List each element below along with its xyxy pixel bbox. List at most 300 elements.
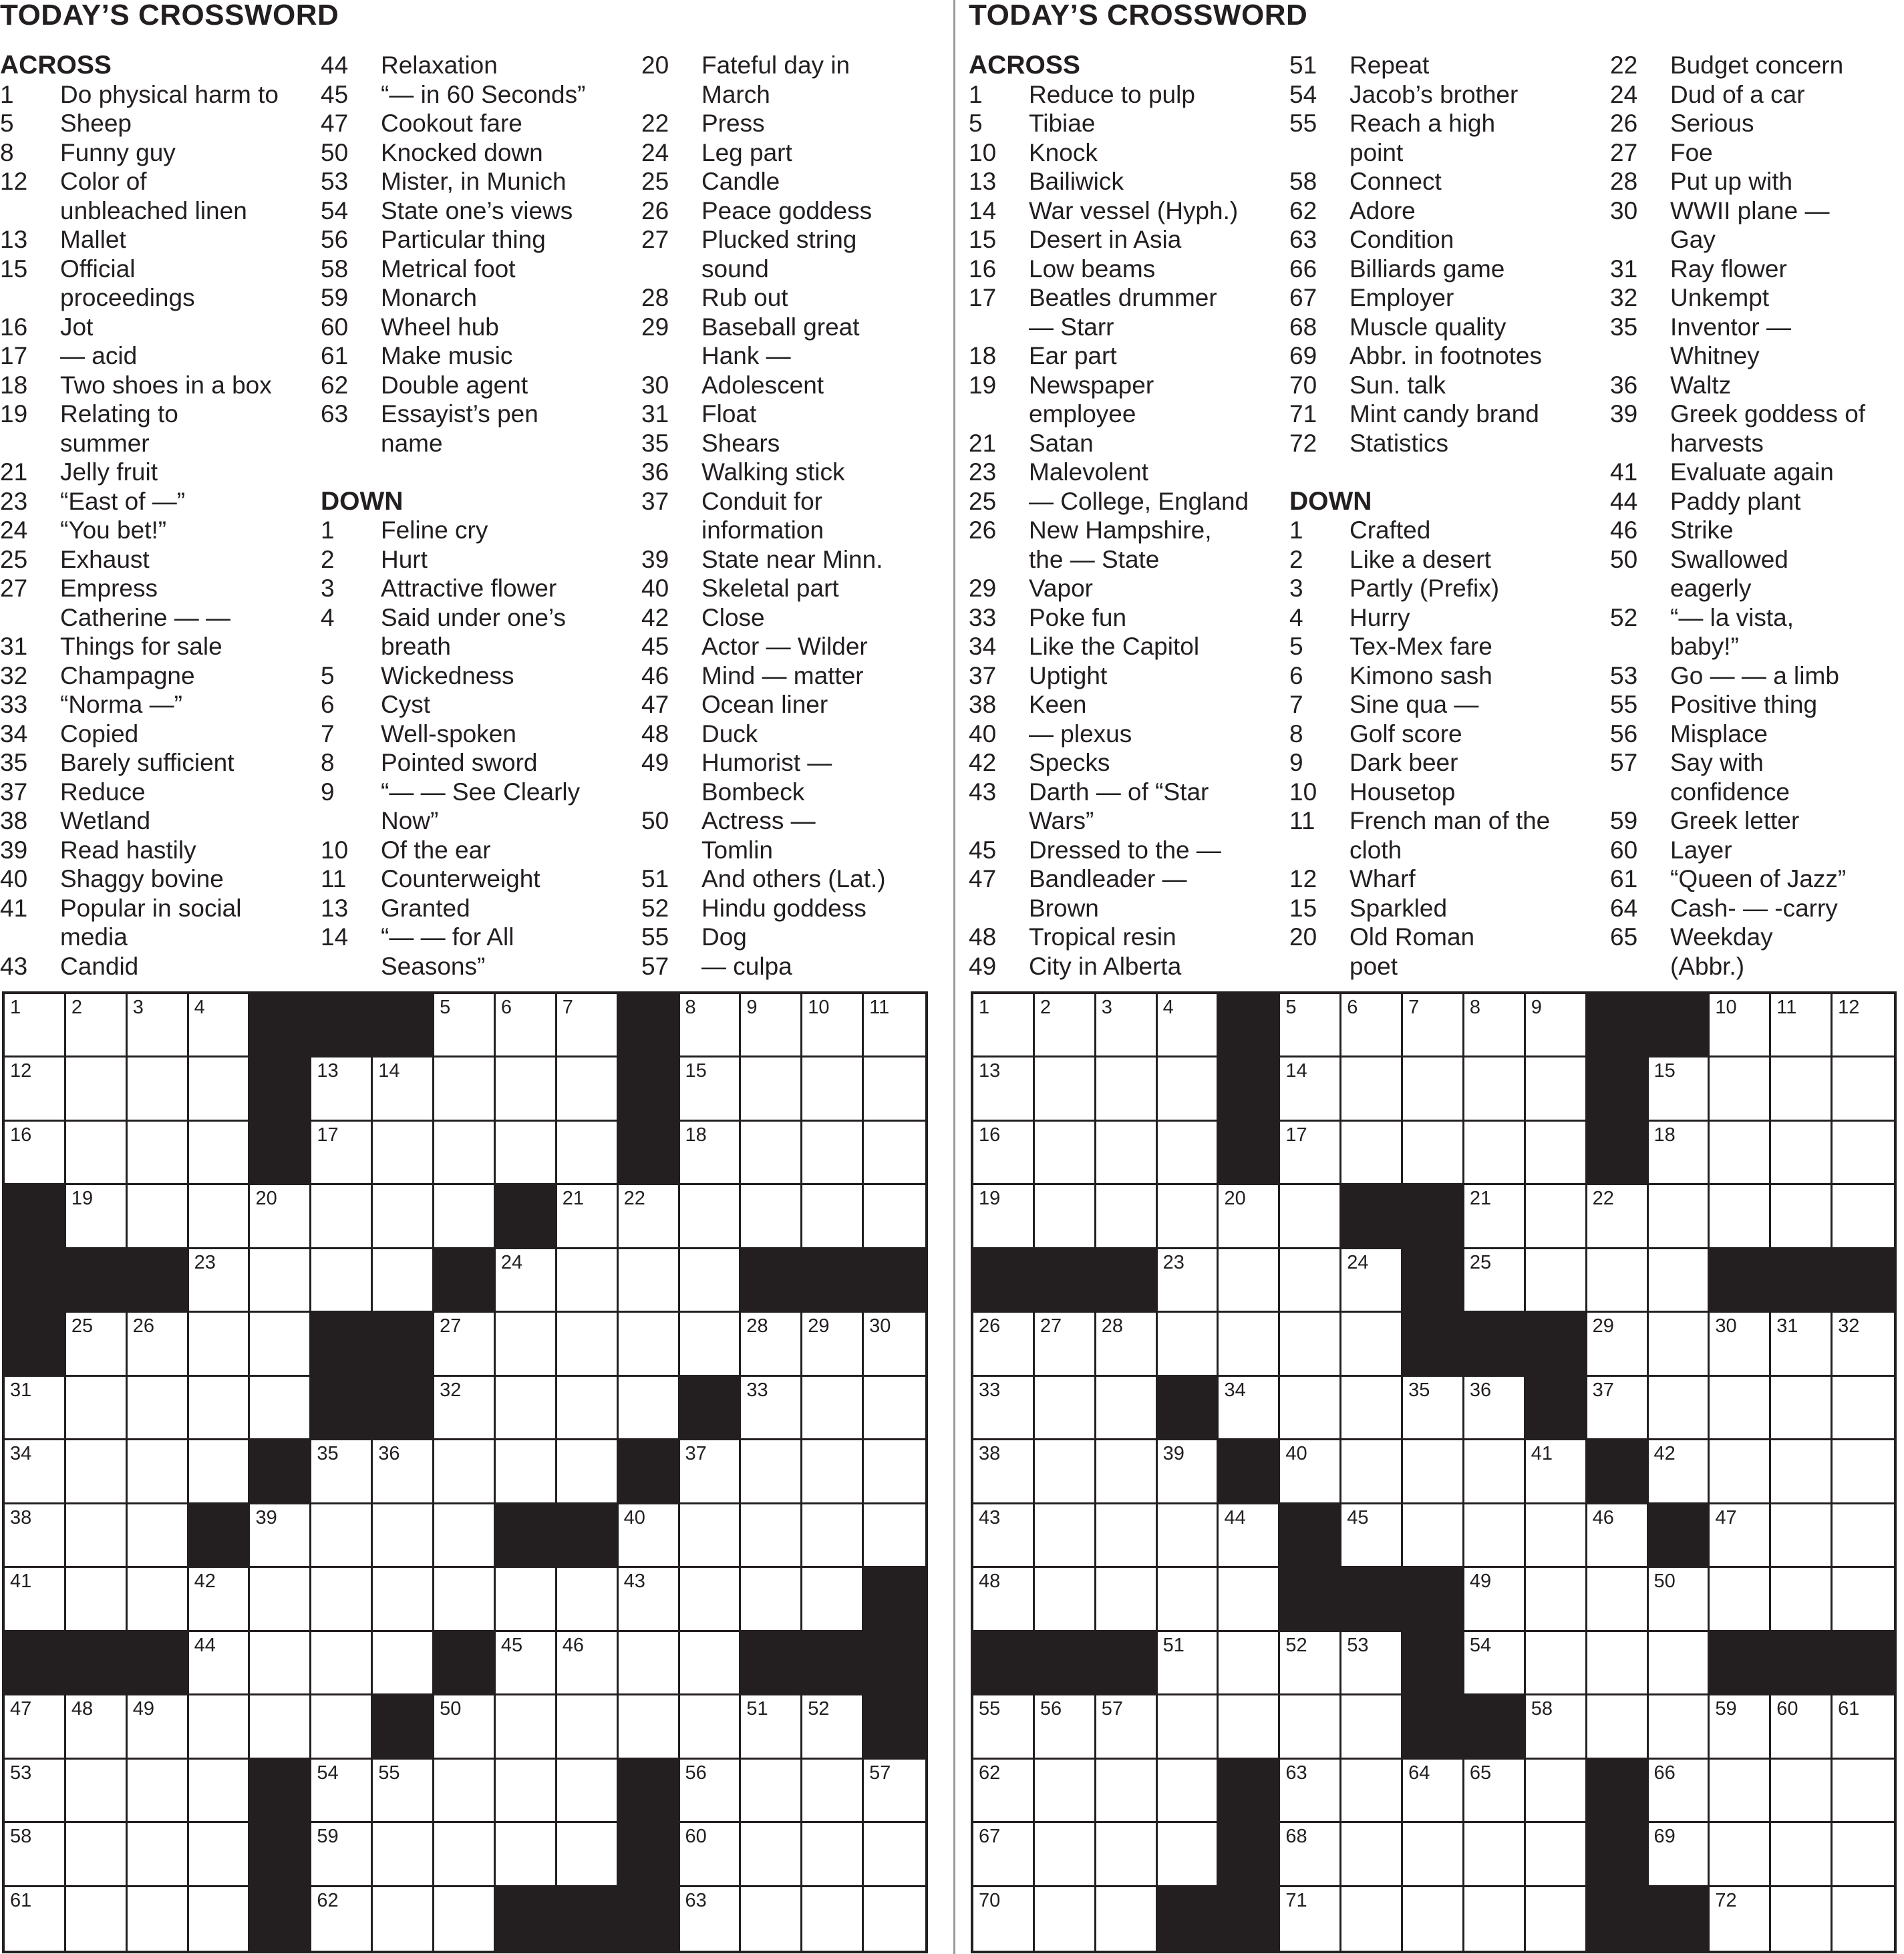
grid-cell[interactable]: [680, 1695, 742, 1759]
grid-cell[interactable]: [1710, 1122, 1771, 1185]
grid-cell[interactable]: [311, 1249, 373, 1313]
grid-cell[interactable]: [973, 1440, 1035, 1504]
grid-cell[interactable]: [1035, 1377, 1096, 1440]
grid-cell[interactable]: [1158, 1823, 1219, 1887]
grid-cell[interactable]: [619, 1504, 680, 1568]
grid-cell[interactable]: [1219, 1185, 1280, 1249]
grid-cell[interactable]: [250, 1568, 311, 1631]
grid-cell[interactable]: [189, 1249, 251, 1313]
grid-cell[interactable]: [864, 1377, 925, 1440]
grid-cell[interactable]: [373, 1632, 434, 1695]
grid-cell[interactable]: [128, 1185, 189, 1249]
grid-cell[interactable]: [373, 1057, 434, 1121]
grid-cell[interactable]: [1710, 994, 1771, 1057]
grid-cell[interactable]: [1833, 1760, 1894, 1823]
grid-cell[interactable]: [680, 1887, 742, 1951]
grid-cell[interactable]: [741, 1185, 802, 1249]
grid-cell[interactable]: [1833, 1568, 1894, 1631]
grid-cell[interactable]: [66, 1760, 128, 1823]
grid-cell[interactable]: [557, 1760, 619, 1823]
grid-cell[interactable]: [5, 1504, 66, 1568]
grid-cell[interactable]: [311, 1057, 373, 1121]
grid-cell[interactable]: [1035, 1760, 1096, 1823]
grid-cell[interactable]: [1710, 1568, 1771, 1631]
grid-cell[interactable]: [189, 1695, 251, 1759]
grid-cell[interactable]: [1587, 1377, 1649, 1440]
grid-cell[interactable]: [1649, 1185, 1710, 1249]
grid-cell[interactable]: [1771, 1823, 1833, 1887]
grid-cell[interactable]: [496, 1440, 557, 1504]
grid-cell[interactable]: [1464, 1249, 1526, 1313]
grid-cell[interactable]: [1464, 1057, 1526, 1121]
grid-cell[interactable]: [1341, 1695, 1403, 1759]
grid-cell[interactable]: [1587, 1313, 1649, 1376]
grid-cell[interactable]: [1096, 1695, 1158, 1759]
grid-cell[interactable]: [66, 1887, 128, 1951]
grid-cell[interactable]: [557, 1249, 619, 1313]
grid-cell[interactable]: [1710, 1760, 1771, 1823]
grid-cell[interactable]: [619, 1313, 680, 1376]
grid-cell[interactable]: [1771, 1760, 1833, 1823]
grid-cell[interactable]: [128, 1887, 189, 1951]
grid-cell[interactable]: [1464, 1823, 1526, 1887]
grid-cell[interactable]: [496, 1632, 557, 1695]
grid-cell[interactable]: [128, 1695, 189, 1759]
grid-cell[interactable]: [1280, 1823, 1341, 1887]
grid-cell[interactable]: [1771, 1122, 1833, 1185]
grid-cell[interactable]: [802, 1823, 864, 1887]
grid-cell[interactable]: [1587, 1695, 1649, 1759]
grid-cell[interactable]: [1526, 1504, 1587, 1568]
grid-cell[interactable]: [1526, 1122, 1587, 1185]
grid-cell[interactable]: [5, 1568, 66, 1631]
grid-cell[interactable]: [1771, 1185, 1833, 1249]
grid-cell[interactable]: [680, 1057, 742, 1121]
grid-cell[interactable]: [741, 1122, 802, 1185]
grid-cell[interactable]: [1403, 1122, 1464, 1185]
grid-cell[interactable]: [1649, 1313, 1710, 1376]
grid-cell[interactable]: [1219, 1695, 1280, 1759]
grid-cell[interactable]: [741, 1823, 802, 1887]
grid-cell[interactable]: [1341, 1823, 1403, 1887]
grid-cell[interactable]: [189, 1377, 251, 1440]
grid-cell[interactable]: [1587, 1249, 1649, 1313]
grid-cell[interactable]: [864, 1122, 925, 1185]
grid-cell[interactable]: [1219, 1632, 1280, 1695]
grid-cell[interactable]: [1587, 1632, 1649, 1695]
grid-cell[interactable]: [496, 1760, 557, 1823]
grid-cell[interactable]: [1771, 1887, 1833, 1951]
grid-cell[interactable]: [128, 1122, 189, 1185]
grid-cell[interactable]: [1158, 1695, 1219, 1759]
grid-cell[interactable]: [1833, 1695, 1894, 1759]
grid-cell[interactable]: [1464, 1568, 1526, 1631]
grid-cell[interactable]: [128, 1504, 189, 1568]
grid-cell[interactable]: [802, 1185, 864, 1249]
grid-cell[interactable]: [1158, 1632, 1219, 1695]
grid-cell[interactable]: [1649, 1249, 1710, 1313]
grid-cell[interactable]: [1649, 1057, 1710, 1121]
grid-cell[interactable]: [1587, 1504, 1649, 1568]
grid-cell[interactable]: [1341, 1504, 1403, 1568]
grid-cell[interactable]: [1219, 1568, 1280, 1631]
grid-cell[interactable]: [1158, 994, 1219, 1057]
grid-cell[interactable]: [1280, 1057, 1341, 1121]
grid-cell[interactable]: [250, 1185, 311, 1249]
grid-cell[interactable]: [1710, 1185, 1771, 1249]
grid-cell[interactable]: [1464, 1185, 1526, 1249]
grid-cell[interactable]: [1280, 1185, 1341, 1249]
grid-cell[interactable]: [557, 994, 619, 1057]
grid-cell[interactable]: [1710, 1057, 1771, 1121]
grid-cell[interactable]: [1464, 1377, 1526, 1440]
grid-cell[interactable]: [741, 994, 802, 1057]
grid-cell[interactable]: [741, 1695, 802, 1759]
grid-cell[interactable]: [5, 1823, 66, 1887]
grid-cell[interactable]: [802, 1887, 864, 1951]
grid-cell[interactable]: [619, 1185, 680, 1249]
grid-cell[interactable]: [434, 1440, 496, 1504]
grid-cell[interactable]: [557, 1440, 619, 1504]
grid-cell[interactable]: [973, 1122, 1035, 1185]
grid-cell[interactable]: [311, 1568, 373, 1631]
grid-cell[interactable]: [973, 1695, 1035, 1759]
grid-cell[interactable]: [1526, 1760, 1587, 1823]
grid-cell[interactable]: [741, 1377, 802, 1440]
grid-cell[interactable]: [189, 1632, 251, 1695]
grid-cell[interactable]: [1219, 1377, 1280, 1440]
grid-cell[interactable]: [128, 1313, 189, 1376]
grid-cell[interactable]: [373, 1185, 434, 1249]
grid-cell[interactable]: [66, 1377, 128, 1440]
grid-cell[interactable]: [189, 1057, 251, 1121]
grid-cell[interactable]: [1280, 1377, 1341, 1440]
grid-cell[interactable]: [189, 1823, 251, 1887]
grid-cell[interactable]: [1035, 994, 1096, 1057]
grid-cell[interactable]: [557, 1057, 619, 1121]
grid-cell[interactable]: [1710, 1695, 1771, 1759]
grid-cell[interactable]: [128, 994, 189, 1057]
grid-cell[interactable]: [5, 1440, 66, 1504]
grid-cell[interactable]: [1771, 1568, 1833, 1631]
grid-cell[interactable]: [1403, 1760, 1464, 1823]
grid-cell[interactable]: [5, 1057, 66, 1121]
grid-cell[interactable]: [1035, 1695, 1096, 1759]
grid-cell[interactable]: [66, 1823, 128, 1887]
grid-cell[interactable]: [1526, 1823, 1587, 1887]
grid-cell[interactable]: [1158, 1185, 1219, 1249]
grid-cell[interactable]: [802, 1122, 864, 1185]
grid-cell[interactable]: [680, 1122, 742, 1185]
grid-cell[interactable]: [864, 994, 925, 1057]
grid-cell[interactable]: [1035, 1440, 1096, 1504]
grid-cell[interactable]: [1464, 1504, 1526, 1568]
grid-cell[interactable]: [802, 1440, 864, 1504]
grid-cell[interactable]: [434, 1760, 496, 1823]
grid-cell[interactable]: [1403, 1377, 1464, 1440]
grid-cell[interactable]: [973, 1823, 1035, 1887]
grid-cell[interactable]: [1096, 1504, 1158, 1568]
grid-cell[interactable]: [434, 1823, 496, 1887]
grid-cell[interactable]: [1035, 1122, 1096, 1185]
grid-cell[interactable]: [1403, 1057, 1464, 1121]
grid-cell[interactable]: [1280, 1887, 1341, 1951]
grid-cell[interactable]: [189, 1760, 251, 1823]
grid-cell[interactable]: [741, 1887, 802, 1951]
grid-cell[interactable]: [1096, 1313, 1158, 1376]
grid-cell[interactable]: [1280, 1695, 1341, 1759]
grid-cell[interactable]: [1035, 1313, 1096, 1376]
grid-cell[interactable]: [1649, 1760, 1710, 1823]
grid-cell[interactable]: [1035, 1568, 1096, 1631]
grid-cell[interactable]: [1096, 1377, 1158, 1440]
grid-cell[interactable]: [496, 1568, 557, 1631]
grid-cell[interactable]: [66, 1122, 128, 1185]
grid-cell[interactable]: [1341, 1760, 1403, 1823]
grid-cell[interactable]: [557, 1185, 619, 1249]
grid-cell[interactable]: [373, 1568, 434, 1631]
grid-cell[interactable]: [250, 1377, 311, 1440]
grid-cell[interactable]: [311, 1122, 373, 1185]
grid-cell[interactable]: [680, 1760, 742, 1823]
grid-cell[interactable]: [1035, 1185, 1096, 1249]
grid-cell[interactable]: [1341, 1632, 1403, 1695]
grid-cell[interactable]: [1526, 1249, 1587, 1313]
grid-cell[interactable]: [1403, 1823, 1464, 1887]
grid-cell[interactable]: [66, 994, 128, 1057]
grid-cell[interactable]: [1526, 1632, 1587, 1695]
grid-cell[interactable]: [1526, 994, 1587, 1057]
grid-cell[interactable]: [496, 1057, 557, 1121]
grid-cell[interactable]: [1158, 1057, 1219, 1121]
grid-cell[interactable]: [1219, 1313, 1280, 1376]
grid-cell[interactable]: [1280, 1249, 1341, 1313]
grid-cell[interactable]: [311, 1887, 373, 1951]
grid-cell[interactable]: [802, 1313, 864, 1376]
grid-cell[interactable]: [802, 1760, 864, 1823]
grid-cell[interactable]: [619, 1568, 680, 1631]
grid-cell[interactable]: [802, 1377, 864, 1440]
grid-cell[interactable]: [189, 1122, 251, 1185]
grid-cell[interactable]: [802, 1568, 864, 1631]
grid-cell[interactable]: [434, 1695, 496, 1759]
grid-cell[interactable]: [619, 1632, 680, 1695]
grid-cell[interactable]: [128, 1568, 189, 1631]
grid-cell[interactable]: [1833, 1122, 1894, 1185]
grid-cell[interactable]: [1526, 1440, 1587, 1504]
grid-cell[interactable]: [1464, 1632, 1526, 1695]
grid-cell[interactable]: [864, 1823, 925, 1887]
grid-cell[interactable]: [1341, 1122, 1403, 1185]
grid-cell[interactable]: [1710, 1887, 1771, 1951]
grid-cell[interactable]: [680, 1632, 742, 1695]
grid-cell[interactable]: [434, 1568, 496, 1631]
grid-cell[interactable]: [1096, 1823, 1158, 1887]
grid-cell[interactable]: [1280, 1440, 1341, 1504]
grid-cell[interactable]: [864, 1440, 925, 1504]
grid-cell[interactable]: [1096, 1440, 1158, 1504]
grid-cell[interactable]: [1280, 1122, 1341, 1185]
grid-cell[interactable]: [66, 1440, 128, 1504]
grid-cell[interactable]: [373, 1440, 434, 1504]
grid-cell[interactable]: [1710, 1313, 1771, 1376]
grid-cell[interactable]: [973, 1887, 1035, 1951]
grid-cell[interactable]: [1649, 1632, 1710, 1695]
grid-cell[interactable]: [557, 1823, 619, 1887]
grid-cell[interactable]: [973, 1504, 1035, 1568]
grid-cell[interactable]: [973, 1185, 1035, 1249]
grid-cell[interactable]: [434, 1057, 496, 1121]
grid-cell[interactable]: [1096, 1568, 1158, 1631]
grid-cell[interactable]: [373, 1887, 434, 1951]
grid-cell[interactable]: [1035, 1823, 1096, 1887]
grid-cell[interactable]: [5, 1887, 66, 1951]
grid-cell[interactable]: [496, 1823, 557, 1887]
grid-cell[interactable]: [741, 1568, 802, 1631]
grid-cell[interactable]: [1649, 1695, 1710, 1759]
grid-cell[interactable]: [5, 994, 66, 1057]
grid-cell[interactable]: [311, 1504, 373, 1568]
grid-cell[interactable]: [802, 994, 864, 1057]
grid-cell[interactable]: [311, 1760, 373, 1823]
grid-cell[interactable]: [128, 1377, 189, 1440]
grid-cell[interactable]: [1526, 1695, 1587, 1759]
grid-cell[interactable]: [128, 1823, 189, 1887]
grid-cell[interactable]: [250, 1504, 311, 1568]
grid-cell[interactable]: [1833, 1185, 1894, 1249]
grid-cell[interactable]: [1833, 1440, 1894, 1504]
grid-cell[interactable]: [557, 1695, 619, 1759]
grid-cell[interactable]: [864, 1760, 925, 1823]
grid-cell[interactable]: [741, 1760, 802, 1823]
grid-cell[interactable]: [1464, 1440, 1526, 1504]
grid-cell[interactable]: [1341, 1249, 1403, 1313]
grid-cell[interactable]: [680, 1249, 742, 1313]
grid-cell[interactable]: [1587, 1185, 1649, 1249]
grid-cell[interactable]: [66, 1695, 128, 1759]
grid-cell[interactable]: [1649, 1568, 1710, 1631]
grid-cell[interactable]: [1771, 1377, 1833, 1440]
grid-cell[interactable]: [1833, 994, 1894, 1057]
grid-cell[interactable]: [189, 1185, 251, 1249]
grid-cell[interactable]: [741, 1057, 802, 1121]
grid-cell[interactable]: [802, 1504, 864, 1568]
grid-cell[interactable]: [1710, 1377, 1771, 1440]
grid-cell[interactable]: [1403, 1504, 1464, 1568]
grid-cell[interactable]: [66, 1057, 128, 1121]
grid-cell[interactable]: [189, 1440, 251, 1504]
grid-cell[interactable]: [434, 1185, 496, 1249]
grid-cell[interactable]: [1649, 1823, 1710, 1887]
grid-cell[interactable]: [373, 1823, 434, 1887]
grid-cell[interactable]: [496, 1122, 557, 1185]
grid-cell[interactable]: [973, 994, 1035, 1057]
grid-cell[interactable]: [189, 1313, 251, 1376]
grid-cell[interactable]: [680, 1313, 742, 1376]
grid-cell[interactable]: [496, 1377, 557, 1440]
grid-cell[interactable]: [680, 1440, 742, 1504]
grid-cell[interactable]: [434, 1377, 496, 1440]
grid-cell[interactable]: [189, 1568, 251, 1631]
grid-cell[interactable]: [1096, 1057, 1158, 1121]
grid-cell[interactable]: [434, 1313, 496, 1376]
grid-cell[interactable]: [619, 1377, 680, 1440]
grid-cell[interactable]: [1833, 1057, 1894, 1121]
grid-cell[interactable]: [1649, 1122, 1710, 1185]
grid-cell[interactable]: [373, 1504, 434, 1568]
grid-cell[interactable]: [1096, 994, 1158, 1057]
grid-cell[interactable]: [1341, 1313, 1403, 1376]
grid-cell[interactable]: [973, 1568, 1035, 1631]
grid-cell[interactable]: [1526, 1568, 1587, 1631]
grid-cell[interactable]: [802, 1057, 864, 1121]
grid-cell[interactable]: [619, 1695, 680, 1759]
grid-cell[interactable]: [864, 1504, 925, 1568]
grid-cell[interactable]: [1526, 1185, 1587, 1249]
grid-cell[interactable]: [680, 1504, 742, 1568]
grid-cell[interactable]: [311, 1632, 373, 1695]
grid-cell[interactable]: [1096, 1760, 1158, 1823]
grid-cell[interactable]: [311, 1440, 373, 1504]
grid-cell[interactable]: [128, 1760, 189, 1823]
grid-cell[interactable]: [1035, 1057, 1096, 1121]
grid-cell[interactable]: [1158, 1504, 1219, 1568]
grid-cell[interactable]: [1526, 1887, 1587, 1951]
grid-cell[interactable]: [1649, 1377, 1710, 1440]
grid-cell[interactable]: [680, 1185, 742, 1249]
grid-cell[interactable]: [1771, 1313, 1833, 1376]
grid-cell[interactable]: [1464, 1887, 1526, 1951]
grid-cell[interactable]: [496, 994, 557, 1057]
grid-cell[interactable]: [864, 1887, 925, 1951]
grid-cell[interactable]: [5, 1377, 66, 1440]
grid-cell[interactable]: [434, 994, 496, 1057]
grid-cell[interactable]: [1341, 1057, 1403, 1121]
grid-cell[interactable]: [1096, 1185, 1158, 1249]
grid-cell[interactable]: [680, 994, 742, 1057]
grid-cell[interactable]: [1771, 1057, 1833, 1121]
grid-cell[interactable]: [250, 1249, 311, 1313]
grid-cell[interactable]: [434, 1504, 496, 1568]
grid-cell[interactable]: [1280, 1632, 1341, 1695]
grid-cell[interactable]: [1341, 994, 1403, 1057]
grid-cell[interactable]: [5, 1122, 66, 1185]
grid-cell[interactable]: [1587, 1568, 1649, 1631]
grid-cell[interactable]: [973, 1057, 1035, 1121]
grid-cell[interactable]: [128, 1057, 189, 1121]
grid-cell[interactable]: [1158, 1122, 1219, 1185]
grid-cell[interactable]: [1219, 1249, 1280, 1313]
grid-cell[interactable]: [1710, 1504, 1771, 1568]
grid-cell[interactable]: [1710, 1440, 1771, 1504]
grid-cell[interactable]: [311, 1695, 373, 1759]
grid-cell[interactable]: [1771, 1504, 1833, 1568]
grid-cell[interactable]: [1158, 1313, 1219, 1376]
grid-cell[interactable]: [373, 1760, 434, 1823]
grid-cell[interactable]: [1771, 1695, 1833, 1759]
grid-cell[interactable]: [373, 1249, 434, 1313]
grid-cell[interactable]: [680, 1568, 742, 1631]
grid-cell[interactable]: [311, 1823, 373, 1887]
grid-cell[interactable]: [1280, 994, 1341, 1057]
grid-cell[interactable]: [1035, 1887, 1096, 1951]
grid-cell[interactable]: [189, 994, 251, 1057]
grid-cell[interactable]: [1710, 1823, 1771, 1887]
grid-cell[interactable]: [496, 1313, 557, 1376]
grid-cell[interactable]: [1158, 1760, 1219, 1823]
grid-cell[interactable]: [973, 1313, 1035, 1376]
grid-cell[interactable]: [1526, 1057, 1587, 1121]
